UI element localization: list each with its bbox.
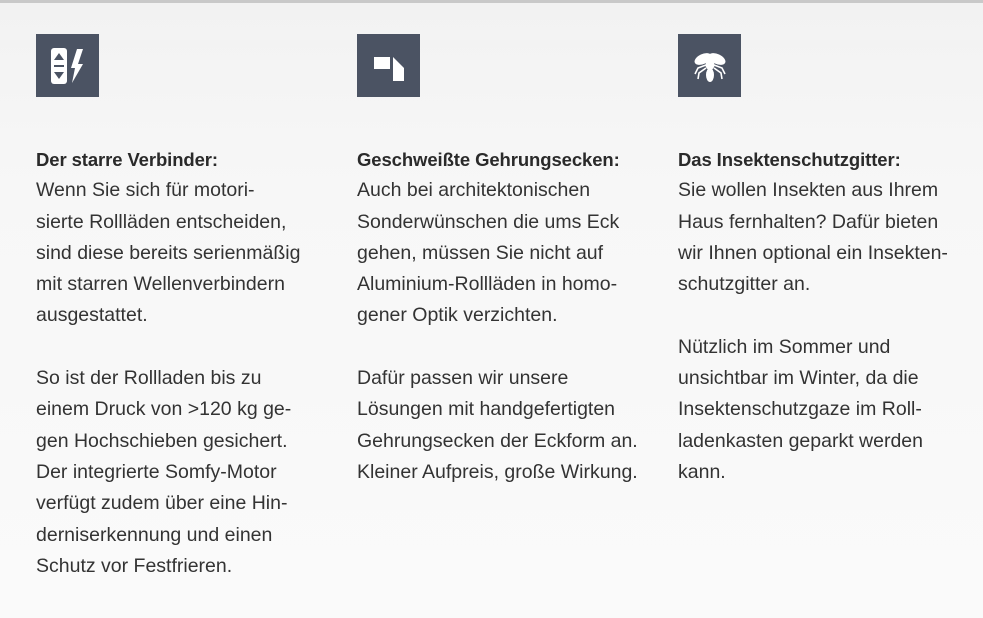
miter-corner-icon [357, 34, 420, 97]
feature-paragraph: So ist der Rollladen bis zu einem Druck von >120 kg ge- gen Hochschieben gesichert. Der integrierte Somfy-Motor verfügt zudem über eine Hin- derniserkennung und einen Schutz vor Festfrieren. [36, 367, 292, 577]
feature-paragraph: Sie wollen Insekten aus Ihrem Haus fernhalten? Dafür bieten wir Ihnen optional ein Insekten- schutzgitter an. [678, 179, 948, 296]
feature-paragraph: Auch bei architektonischen Sonderwünschen die ums Eck gehen, müssen Sie nicht auf Aluminium-Rollläden in homo- gener Optik verzichten. [357, 179, 620, 327]
feature-heading: Das Insektenschutzgitter: [678, 149, 901, 170]
paragraph-spacer [357, 332, 657, 363]
feature-heading: Der starre Verbinder: [36, 149, 218, 170]
feature-column-rigid-connector [36, 34, 336, 582]
insect-icon [678, 34, 741, 97]
feature-paragraph: Nützlich im Sommer und unsichtbar im Winter, da die Insektenschutzgaze im Roll- ladenkasten geparkt werden kann. [678, 335, 923, 483]
feature-column-miter-corners [357, 34, 657, 488]
paragraph-spacer [678, 300, 978, 331]
feature-paragraph: Wenn Sie sich für motori- sierte Rollläden entscheiden, sind diese bereits serienmäßig mit starren Wellenverbindern ausgestattet. [36, 179, 301, 327]
feature-column-insect-screen [678, 34, 978, 488]
feature-heading: Geschweißte Gehrungsecken: [357, 149, 620, 170]
top-divider [0, 0, 983, 3]
shaft-connector-icon [36, 34, 99, 97]
feature-paragraph: Dafür passen wir unsere Lösungen mit handgefertigten Gehrungsecken der Eckform an. Kleiner Aufpreis, große Wirkung. [357, 367, 638, 483]
paragraph-spacer [36, 332, 336, 363]
